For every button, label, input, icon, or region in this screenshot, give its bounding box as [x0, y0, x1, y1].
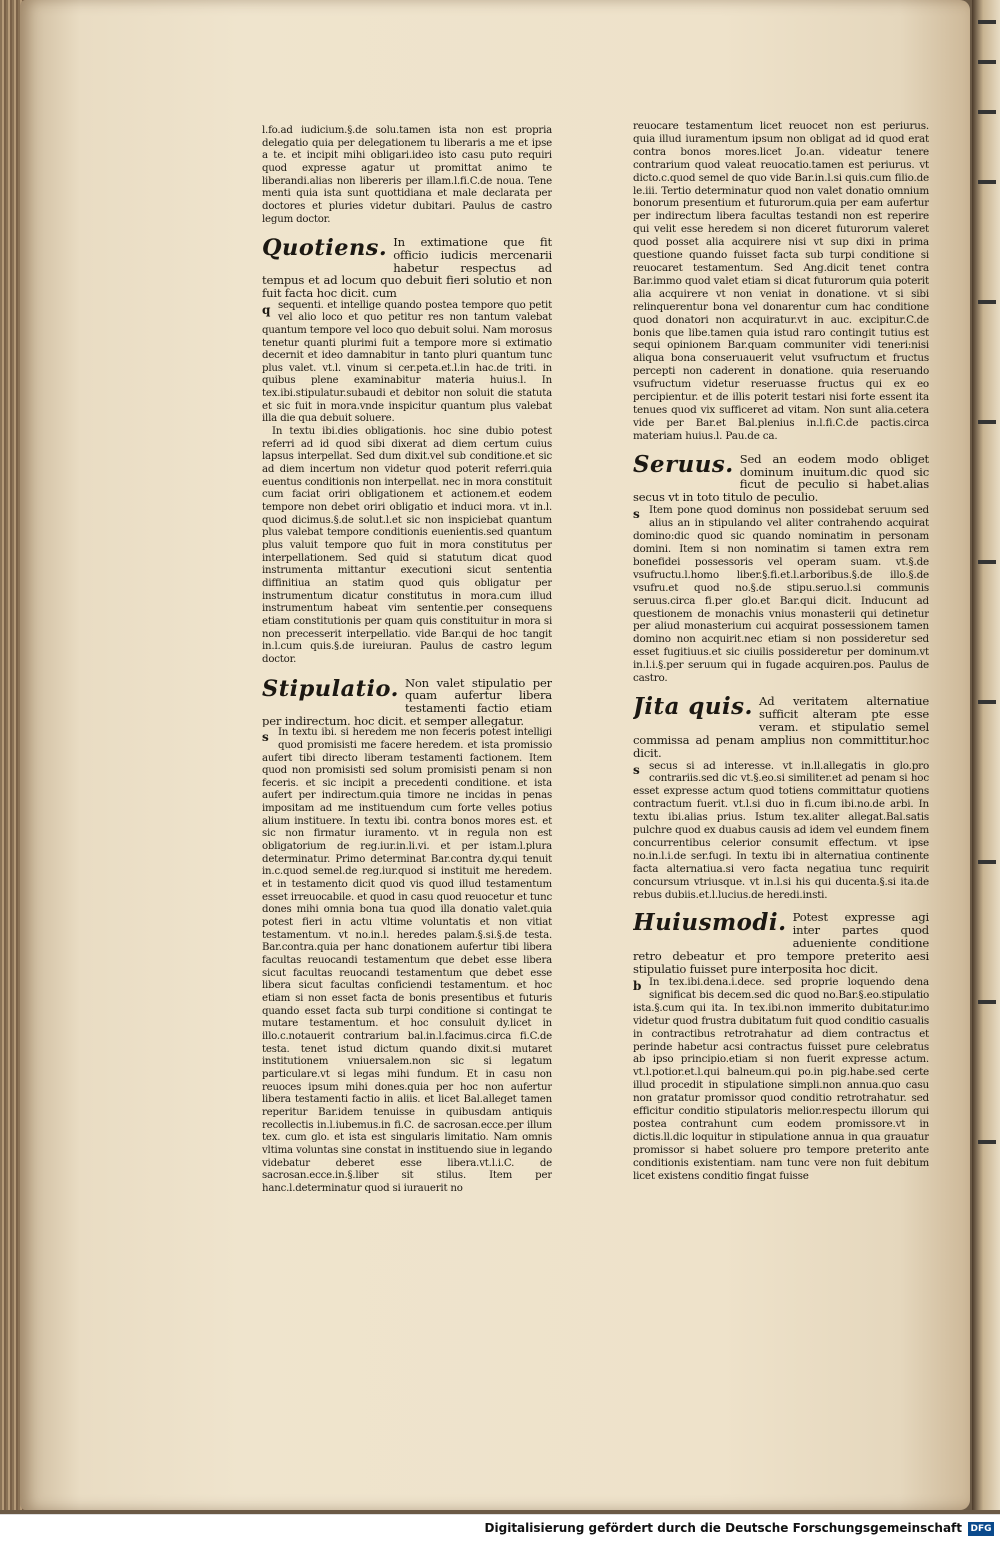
entry-lemma: Sed an eodem modo obliget dominum inuitum.dic quod sic ficut de peculio si habet.alias secus vt in toto titulo de peculio. [633, 452, 929, 505]
right-intro-paragraph: reuocare testamentum licet reuocet non est periurus. quia illud iuramentum ipsum non obligat ad id quod erat contra bonos mores.licet Jo.an. videatur tenere contrarium quod valeat reuocatio.tamen est periurus. vt dicto.c.quod semel de quo vide Bar.in.l.si quis.cum filio.de le.iii. Tertio determinatur quod non valet donatio omnium bonorum presentium et futurorum.quia per eam aufertur per indirectum libera facultas testandi non est reperire qui velit esse heredem si non diceret futurorum valeret quod posset alia acquirere nisi vt sup dixi in prima questione quando fuisset facta sub turpi conditione si reuocaret testamentum. Sed Ang.dicit tenet contra Bar.immo quod valet etiam si dicat futurorum quia poterit alia acquirere vt non veniat in donatione. vt si sibi relinquerentur bona vel donarentur cum hac conditione quod donatori non acquiratur.vt in auc. excipitur.C.de bonis que libe.tamen quia istud raro contingit tutius est sequi opinionem Bar.quam communiter vidi teneri:nisi aliqua bona conseruauerit velut vsufructum et fructus percepti non caderent in donatione. quia reseruando vsufructum videtur reseruasse fructus qui ex eo percipientur. et de illis poterit testari nisi forte essent ita tenues quod vix sufficeret ad vitam. Non sunt alia.cetera vide per Bar.et Bal.plenius in.l.fi.C.de pactis.circa materiam huius.l. Pau.de ca. [633, 120, 929, 442]
entry-heading: Jita quis. [633, 694, 754, 720]
entry-commentary: Item pone quod dominus non possidebat seruum sed alius an in stipulando vel aliter contrahendo acquirat domino:dic quod sic quando nominatim in personam domini. Item si non nominatim si tamen extra rem bonefidei possessoris vel operam suam. vt.§.de vsufructu.l.homo liber.§.fi.et.l.arboribus.§.de illo.§.de vsufru.et quod no.§.de stipu.seruo.l.si communis seruus.circa fi.per glo.et Bar.qui dicit. Inducunt ad questionem de monachis vnius monasterii qui detinetur per aliud monasterium cui acquirat possessionem tamen domino non acquirit.nec etiam si non possideretur sed esset fugitiuus.et sic ciuilis possideretur per dominum.vt in.l.i.§.per seruum qui in fugade acquiren.pos. Paulus de castro. [633, 504, 929, 685]
entry-commentary: In textu ibi. si heredem me non feceris potest intelligi quod promisisti me facere heredem. et ista promissio aufert tibi directo liberam testamenti factionem. Item quod non promisisti sed solum promisisti penam si non feceris. et sic incipit a precedenti conditione. et ista aufert per indirectum.quia timore ne incidas in penas impositam ad me instituendum cum forte velles potius alium instituere. In textu ibi. contra bonos mores est. et sic non firmatur iuramento. vt in regula non est obligatorium de reg.iur.in.li.vi. et per istam.l.plura determinatur. Primo determinat Bar.contra dy.qui tenuit in.c.quod semel.de reg.iur.quod si instituit me heredem. et in testamento dicit quod vis quod illud testamentum esset irreuocabile. et quod in casu quod reuocetur et tunc dones mihi omnia bona tua quod illa donatio valet.quia potest fieri in actu vltime voluntatis et non vitiat testamentum. vt no.in.l. heredes palam.§.si.§.de testa. Bar.contra.quia per hanc donationem aufertur tibi libera facultas reuocandi testamentum que debet esse libera sicut facultas reuocandi testamentum que debet esse libera sicut facultas conficiendi testamentum. et hoc etiam si non esset facta de bonis presentibus et futuris quando esset facta sub turpi conditione si contingat te mutare testamentum. et hoc consuluit dy.licet in illo.c.notauerit contrarium bal.in.l.facimus.circa fi.C.de testa. tenet istud dictum quando dixit.si mutaret institutionem vniuersalem.non sic si legatum particulare.vt si legas mihi fundum. Et in casu non reuoces ipsum mihi dones.quia per hoc non aufertur libera testamenti factio in aliis. et licet Bal.alleget tamen reperitur Bar.idem tenuisse in quibusdam antiquis recollectis in.l.iubemus.in fi.C. de sacrosan.ecce.per illum tex. cum glo. et ista est singularis limitatio. Nam omnis vltima voluntas sine constat in instituendo siue in legando videbatur deberet esse libera.vt.l.i.C. de sacrosan.ecce.in.§.liber sit stilus. Item per hanc.l.determinatur quod si iurauerit no [262, 727, 552, 1194]
entry-seruus [633, 453, 929, 505]
margin-letter: s [633, 507, 640, 522]
entry-commentary: In tex.ibi.dena.i.dece. sed proprie loquendo dena significat bis decem.sed dic quod no.Bar.§.eo.stipulatio ista.§.cum qui ita. In tex.ibi.non immerito dubitatur.imo videtur quod frustra dubitatum fuit quod conditio casualis in contractibus retrotrahatur ad diem contractus et perinde habetur acsi contractus fuisset pure celebratus ab ipso principio.etiam si non fuerit expresse actum. vt.l.potior.et.l.qui balneum.qui po.in pig.habe.sed certe illud procedit in stipulatione simpli.non annua.quo casu non gratatur promissor quod conditio retrotrahatur. sed efficitur conditio stipulatoris melior.respectu illorum qui postea contrahunt cum eodem promissore.vt in dictis.ll.dic loquitur in stipulatione annua in qua grauatur promissor si habet soluere pro tempore preterito ante conditionis existentiam. nam tunc vere non fuit debitum licet existens conditio fingat fuisse [633, 976, 929, 1182]
funding-credit: Digitalisierung gefördert durch die Deutsche Forschungsgemeinschaft [484, 1521, 962, 1535]
entry-heading: Huiusmodi. [633, 911, 787, 937]
entry-lemma: In extimatione que fit officio iudicis mercenarii habetur respectus ad tempus et ad locum quo debuit fieri solutio et non fuit facta hoc dicit. cum [262, 236, 552, 300]
entry-lemma: Ad veritatem alternatiue sufficit alteram pte esse veram. et stipulatio semel commissa ad penam amplius non committitur.hoc dicit. [633, 694, 929, 760]
left-text-column [262, 125, 552, 1205]
adjacent-page-edge [972, 0, 1000, 1510]
entry-stipulatio [262, 677, 552, 728]
right-text-column [633, 120, 929, 1190]
margin-letter: s [633, 762, 640, 777]
entry-commentary: secus si ad interesse. vt in.ll.allegatis in glo.pro contrariis.sed dic vt.§.eo.si similiter.et ad penam si hoc esset expresse actum quod totiens committatur quotiens contractum fuerit. vt.l.si duo in fi.cum ibi.no.de arbi. In textu ibi.alias prius. Istum tex.aliter allegat.Bal.satis pulchre quod ex duabus causis ad idem vel eundem finem concurrentibus celerior consumit effectum. vt ipse no.in.l.i.de ser.fugi. In textu ibi in alternatiua continente facta alternatiua.si vero facta negatiua tunc requirit concursum vtriusque. vt in.l.si his qui ducenta.§.si ita.de rebus dubiis.et.l.lucius.de heredi.insti. [633, 759, 929, 901]
dfg-logo: DFG [968, 1522, 994, 1536]
digitization-footer [0, 1514, 1000, 1544]
entry-lemma: Potest expresse agi inter partes quod adueniente conditione retro debeatur et pro tempore preterito aesi stipulatio fuisset pure interposita hoc dicit. [633, 911, 929, 976]
entry-heading: Quotiens. [262, 236, 388, 262]
margin-letter: q [262, 302, 271, 317]
entry-huiusmodi [633, 911, 929, 976]
margin-letter: s [262, 730, 269, 745]
entry-commentary-continued: In textu ibi.dies obligationis. hoc sine dubio potest referri ad id quod sibi dixerat ad diem certum cuius lapsus interpellat. Sed dum dixit.vel sub conditione.et sic ad diem incertum non videtur quod poterit referri.quia euentus conditionis non interpellat. nec in mora constituit cum faciat oriri obligationem et actionem.et eodem tempore non debet oriri obligatio et induci mora. vt in.l. quod dicimus.§.de solut.l.et sic non inspiciebat quantum plus valebat tempore conditionis euenientis.sed quantum plus valuit tempore quo fuit in mora constitutus per interpellationem. Sed quid si statutum dicat quod instrumenta mittantur executioni sicut sententia diffinitiua an statim quod quis obligatur per instrumentum dicatur constitutus in mora.cum illud instrumentum habeat vim sententie.per consequens etiam constitutionis per quam quis constituitur in mora si non precesserit interpellatio. vide Bar.qui de hoc tangit in.l.cum quis.§.de iureiuran. Paulus de castro legum doctor. [262, 426, 552, 665]
entry-lemma: Non valet stipulatio per quam aufertur libera testamenti factio etiam per indirectum. hoc dicit. et semper allegatur. [262, 676, 552, 728]
entry-commentary: sequenti. et intellige quando postea tempore quo petit vel alio loco et quo petitur res non tantum valebat quantum tempore vel loco quo debuit solui. Nam morosus tenetur quanti plurimi fuit a tempore more si extimatio decernit et ideo damnabitur in tanto pluri quantum tunc plus valet. vt.l. vinum si cer.peta.et.l.in hac.de triti. in quibus plene examinabitur materia huius.l. In tex.ibi.stipulatur.subaudi et debitor non soluit die statuta et sic fuit in mora.vnde inspicitur quantum plus valebat illa die qua debuit soluere. [262, 299, 552, 425]
entry-quotiens [262, 236, 552, 299]
left-intro-paragraph: l.fo.ad iudicium.§.de solu.tamen ista non est propria delegatio quia per delegationem tu liberaris a me et ipse a te. et incipit mihi obligari.ideo isto casu puto requiri quod expresse agatur ut promittat animo te liberandi.alias non libereris per illam.l.fi.C.de noua. Tene menti quia ista sunt quottidiana et male declarata per doctores et pluries videtur dubitari. Paulus de castro legum doctor. [262, 125, 552, 225]
entry-heading: Stipulatio. [262, 676, 399, 702]
entry-heading: Seruus. [633, 452, 734, 478]
margin-letter: b [633, 979, 642, 993]
entry-ita-quis [633, 695, 929, 760]
